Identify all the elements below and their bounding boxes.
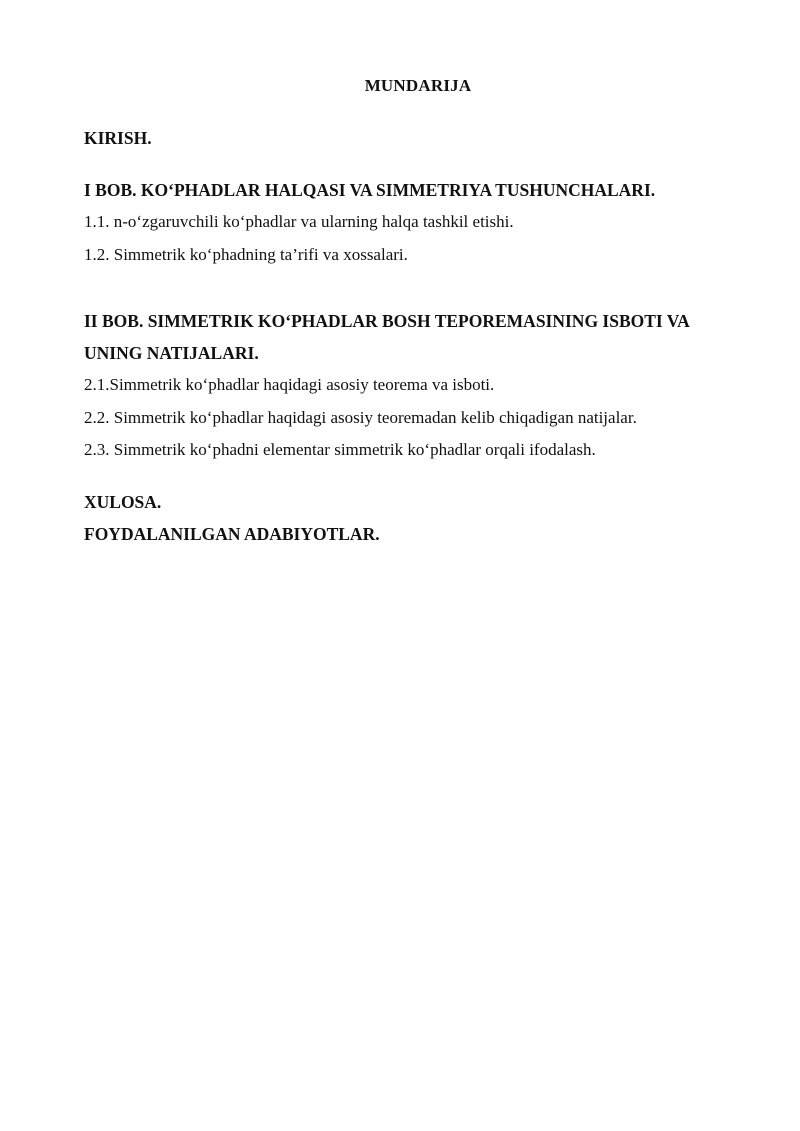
toc-conclusion-heading: XULOSA. bbox=[84, 492, 162, 512]
toc-entry-2-2: 2.2. Simmetrik ko‘phadlar haqidagi asosiy teoremadan kelib chiqadigan natijalar. bbox=[84, 408, 637, 427]
toc-entry-1-2: 1.2. Simmetrik ko‘phadning ta’rifi va xossalari. bbox=[84, 245, 408, 264]
toc-entry-1-1: 1.1. n-o‘zgaruvchili ko‘phadlar va ularning halqa tashkil etishi. bbox=[84, 212, 514, 231]
page-title: MUNDARIJA bbox=[364, 76, 472, 95]
toc-chapter2-heading-line1: II BOB. SIMMETRIK KO‘PHADLAR BOSH TEPOREMASINING ISBOTI VA bbox=[84, 311, 690, 331]
toc-chapter1-heading: I BOB. KO‘PHADLAR HALQASI VA SIMMETRIYA TUSHUNCHALARI. bbox=[84, 180, 656, 200]
toc-entry-2-3: 2.3. Simmetrik ko‘phadni elementar simmetrik ko‘phadlar orqali ifodalash. bbox=[84, 440, 596, 459]
toc-entry-2-1: 2.1.Simmetrik ko‘phadlar haqidagi asosiy teorema va isboti. bbox=[84, 375, 495, 394]
toc-chapter2-heading-line2: UNING NATIJALARI. bbox=[84, 343, 259, 363]
toc-intro-heading: KIRISH. bbox=[84, 128, 152, 148]
toc-references-heading: FOYDALANILGAN ADABIYOTLAR. bbox=[84, 524, 380, 544]
